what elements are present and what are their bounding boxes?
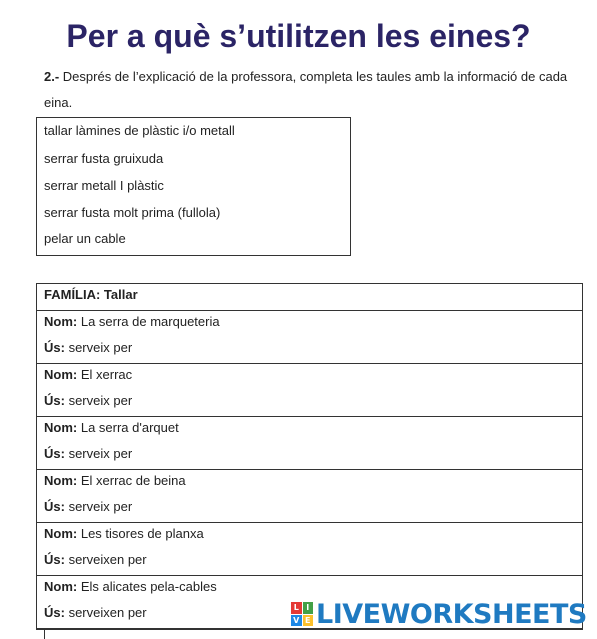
tool-row [37, 364, 582, 417]
instruction [44, 64, 579, 116]
tool-use-line[interactable] [44, 340, 132, 355]
liveworksheets-logo [291, 600, 587, 628]
use-label: Ús: [44, 552, 65, 567]
tool-name: Els alicates pela-cables [80, 579, 217, 594]
tool-use: serveix per [68, 446, 133, 461]
tool-use: serveixen per [68, 552, 147, 567]
tool-use: serveix per [68, 499, 133, 514]
name-label: Nom: [44, 367, 78, 382]
option-item[interactable]: serrar fusta molt prima (fullola) [44, 205, 221, 220]
tool-use-line[interactable] [44, 552, 147, 567]
liveworksheets-wordmark: LIVEWORKSHEETS [316, 598, 587, 630]
tool-name-line [44, 420, 179, 435]
text-cursor [44, 628, 45, 639]
tool-use: serveix per [68, 393, 133, 408]
logo-letter-l: L [291, 602, 302, 614]
options-box [36, 117, 351, 256]
name-label: Nom: [44, 526, 78, 541]
tool-name-line [44, 367, 132, 382]
tool-name-line [44, 579, 217, 594]
use-label: Ús: [44, 499, 65, 514]
tool-name: El xerrac de beina [80, 473, 186, 488]
tool-use: serveixen per [68, 605, 147, 620]
logo-letter-v: V [291, 615, 302, 627]
tool-name-line [44, 526, 204, 541]
option-item[interactable]: serrar fusta gruixuda [44, 151, 164, 166]
tool-row [37, 523, 582, 576]
page-title: Per a què s’utilitzen les eines? [66, 18, 531, 54]
name-label: Nom: [44, 420, 78, 435]
tool-use: serveix per [68, 340, 133, 355]
instruction-text: Després de l’explicació de la professora, completa les taules amb la informació de cada eina. [44, 69, 568, 110]
tool-name-line [44, 473, 186, 488]
tool-row [37, 311, 582, 364]
tool-use-line[interactable] [44, 499, 132, 514]
use-label: Ús: [44, 605, 65, 620]
tool-name: El xerrac [80, 367, 133, 382]
name-label: Nom: [44, 314, 78, 329]
family-label: FAMÍLIA: Tallar [44, 287, 138, 302]
use-label: Ús: [44, 446, 65, 461]
liveworksheets-icon [291, 602, 313, 626]
instruction-number: 2.- [44, 69, 60, 84]
use-label: Ús: [44, 340, 65, 355]
tool-name-line [44, 314, 220, 329]
use-label: Ús: [44, 393, 65, 408]
tool-row [37, 470, 582, 523]
logo-letter-i: I [303, 602, 314, 614]
name-label: Nom: [44, 473, 78, 488]
tool-use-line[interactable] [44, 393, 132, 408]
tool-row [37, 417, 582, 470]
tool-use-line[interactable] [44, 446, 132, 461]
tool-name: La serra d'arquet [80, 420, 179, 435]
option-item[interactable]: serrar metall I plàstic [44, 178, 164, 193]
option-item[interactable]: pelar un cable [44, 231, 126, 246]
logo-letter-e: E [303, 615, 314, 627]
tool-name: La serra de marqueteria [80, 314, 220, 329]
tool-name: Les tisores de planxa [80, 526, 204, 541]
family-table [36, 283, 583, 630]
tool-use-line[interactable] [44, 605, 147, 620]
option-item[interactable]: tallar làmines de plàstic i/o metall [44, 123, 235, 138]
family-header [37, 284, 582, 311]
name-label: Nom: [44, 579, 78, 594]
